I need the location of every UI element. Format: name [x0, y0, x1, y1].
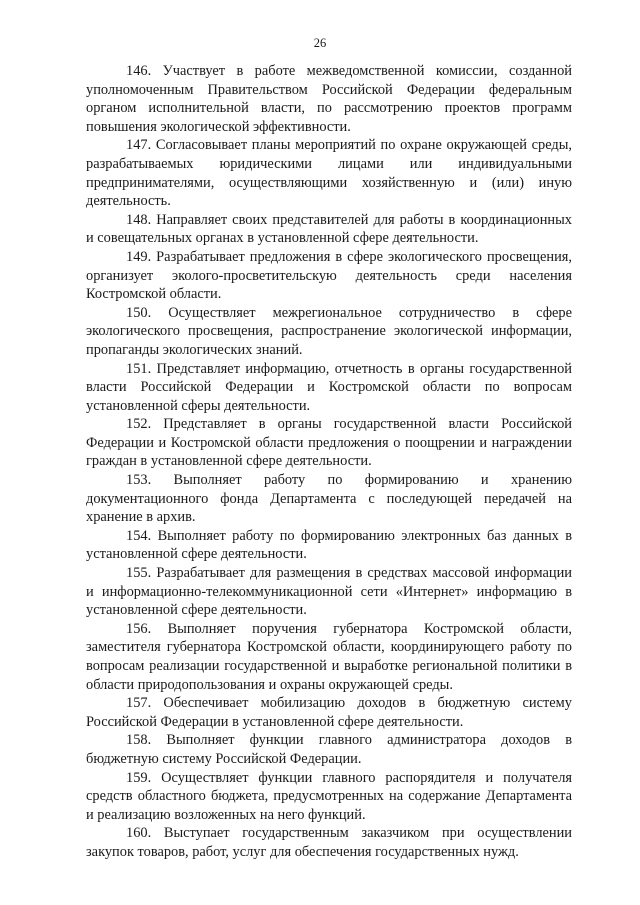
paragraph-159: 159. Осуществляет функции главного распорядителя и получателя средств областного бюджета, предусмотренных на содержание Департамента и реализацию возложенных на него функций.: [86, 769, 572, 823]
paragraph-150: 150. Осуществляет межрегиональное сотрудничество в сфере экологического просвещения, распространение экологической информации, пропаганды экологических знаний.: [86, 304, 572, 358]
paragraph-160: 160. Выступает государственным заказчиком при осуществлении закупок товаров, работ, услуг для обеспечения государственных нужд.: [86, 825, 572, 860]
paragraph-154: 154. Выполняет работу по формированию электронных баз данных в установленной сфере деятельности.: [86, 527, 572, 563]
paragraph-157: 157. Обеспечивает мобилизацию доходов в бюджетную систему Российской Федерации в установленной сфере деятельности.: [86, 695, 572, 730]
page-number: 26: [313, 36, 327, 50]
paragraph-148: 148. Направляет своих представителей для работы в координационных и совещательных органах в установленной сфере деятельности.: [86, 211, 572, 247]
paragraph-155: 155. Разрабатывает для размещения в средствах массовой информации и информационно-телекоммуникационной сети «Интернет» информацию в установленной сфере деятельности.: [86, 565, 572, 619]
paragraph-158: 158. Выполняет функции главного администратора доходов в бюджетную систему Российской Федерации.: [86, 732, 572, 767]
paragraph-156: 156. Выполняет поручения губернатора Костромской области, заместителя губернатора Костромской области, координирующего работу по вопросам реализации государственной и выработке региональной политики в области природопользования и охраны окружающей среды.: [86, 620, 572, 693]
paragraph-153: 153. Выполняет работу по формированию и хранению документационного фонда Департамента с последующей передачей на хранение в архив.: [86, 472, 572, 526]
paragraph-149: 149. Разрабатывает предложения в сфере экологического просвещения, организует эколого-просветительскую деятельность среди населения Костромской области.: [86, 248, 572, 303]
paragraph-152: 152. Представляет в органы государственной власти Российской Федерации и Костромской области предложения о поощрении и награждении граждан в установленной сфере деятельности.: [86, 416, 572, 470]
paragraph-151: 151. Представляет информацию, отчетность в органы государственной власти Российской Федерации и Костромской области по вопросам установленной сферы деятельности.: [86, 360, 572, 414]
paragraph-146: 146. Участвует в работе межведомственной комиссии, созданной уполномоченным Правительством Российской Федерации федеральным органом исполнительной власти, по рассмотрению проектов программ повышения экологической эффективности.: [86, 63, 572, 135]
document-body: [86, 62, 572, 862]
paragraph-147: 147. Согласовывает планы мероприятий по охране окружающей среды, разрабатываемых юридическими лицами или индивидуальными предпринимателями, осуществляющими хозяйственную и (или) иную деятельность.: [86, 137, 572, 210]
